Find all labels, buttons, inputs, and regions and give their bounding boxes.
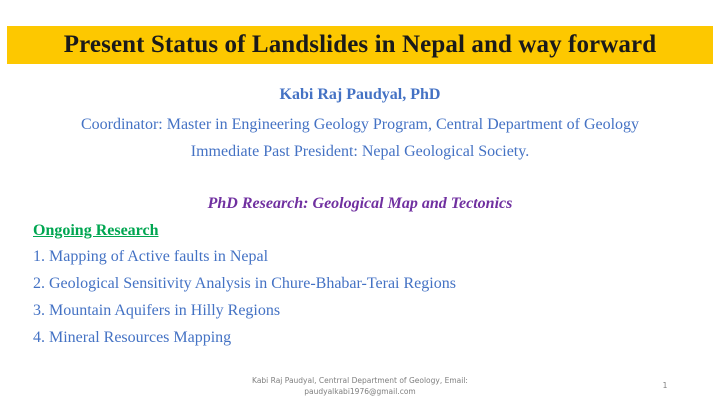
ongoing-research-heading: Ongoing Research	[33, 222, 159, 239]
slide-footer	[240, 375, 480, 397]
research-item-4: 4. Mineral Resources Mapping	[33, 329, 232, 346]
page-number: 1	[662, 381, 668, 390]
research-item-3: 3. Mountain Aquifers in Hilly Regions	[33, 302, 281, 319]
author-name: Kabi Raj Paudyal, PhD	[279, 86, 441, 103]
title-banner	[7, 26, 713, 64]
slide-title: Present Status of Landslides in Nepal and way forward	[63, 31, 657, 58]
footer-author-line: Kabi Raj Paudyal, Centrral Department of Geology, Email:	[252, 376, 468, 385]
past-president-line: Immediate Past President: Nepal Geological Society.	[190, 143, 530, 160]
coordinator-line: Coordinator: Master in Engineering Geology Program, Central Department of Geology	[80, 116, 640, 133]
research-title: PhD Research: Geological Map and Tectonics	[207, 195, 513, 212]
research-item-1: 1. Mapping of Active faults in Nepal	[33, 248, 269, 265]
research-item-2: 2. Geological Sensitivity Analysis in Chure-Bhabar-Terai Regions	[33, 275, 456, 292]
footer-email: paudyalkabi1976@gmail.com	[304, 387, 416, 396]
